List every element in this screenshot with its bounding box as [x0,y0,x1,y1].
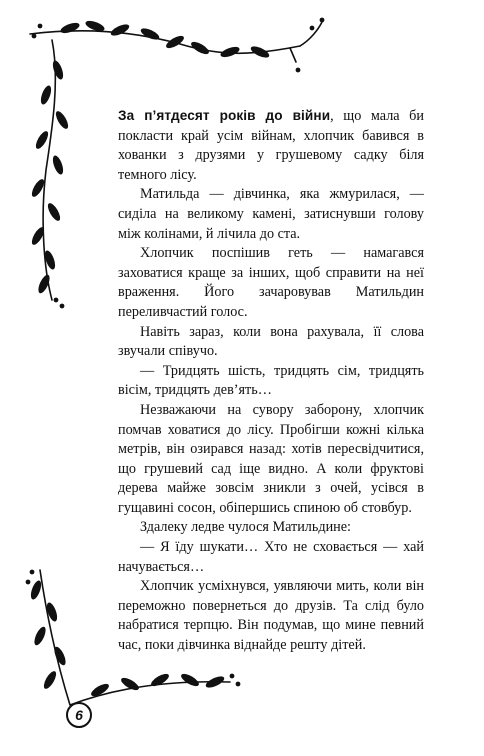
vine-berry-icon [38,24,43,29]
vine-berry-icon [30,570,35,575]
vine-leaf-icon [32,625,48,647]
paragraph-1-rest: , що мала би покласти край усім війнам, хлопчик бавився в хованки з друзями у грушевому садку біля темного лісу. [118,108,424,183]
vine-leaf-icon [164,34,185,51]
vine-berry-icon [236,682,241,687]
page-number: 6 [66,702,92,728]
vine-leaf-icon [51,59,65,81]
vine-berry-icon [230,674,235,679]
vine-berry-icon [310,26,315,31]
paragraph-8: — Я їду шукати… Хто не сховається — хай начувається… [118,539,424,575]
paragraph-3: Хлопчик поспішив геть — намагався заховатися краще за інших, щоб справити на неї враження. Його зачаровував Матильдин переливчастий голос. [118,245,424,320]
vine-berry-icon [296,68,301,73]
paragraph-1 [118,106,424,185]
vine-leaf-icon [51,154,65,176]
paragraph-9: Хлопчик усміхнувся, уявляючи мить, коли він переможно повернеться до друзів. Та слід було набратися терпцю. Він подумав, що мине певний час, поки дівчинка віднайде решту дітей. [118,578,424,654]
vine-leaf-icon [179,672,200,689]
vine-leaf-icon [42,669,59,690]
paragraph-2: Матильда — дівчинка, яка жмурилася, — сиділа на великому камені, затиснувши голову між колінами, й лічила до ста. [118,186,424,242]
paragraph-4: Навіть зараз, коли вона рахувала, її слова звучали співучо. [118,323,424,360]
vine-leaf-icon [29,579,43,601]
paragraph-5: — Тридцять шість, тридцять сім, тридцять вісім, тридцять дев’ять… [118,362,424,399]
vine-berry-icon [32,34,37,39]
story-text [118,106,424,656]
sprig-top-right [290,22,322,62]
vine-leaf-icon [219,45,241,59]
paragraph-7: Здалеку ледве чулося Матильдине: [140,519,352,536]
vine-leaf-icon [39,84,53,106]
vine-leaf-icon [54,109,71,130]
vine-leaf-icon [109,22,131,38]
vine-leaf-icon [139,26,161,42]
vine-berry-icon [320,18,325,23]
vine-berry-icon [60,304,65,309]
vine-berry-icon [26,580,31,585]
vine-leaf-icon [59,21,81,35]
vine-leaf-icon [34,129,51,150]
paragraph-6: Незважаючи на сувору заборону, хлопчик помчав ховатися до лісу. Пробігши кожні кілька метрів, він озирався назад: хотів пересвідчитися, що грушевий сад іще видно. А коли фруктові дерева майже зовсім зникли з очей, усівся в гущавині сосон, обіпершись спиною об стовбур. [118,401,424,516]
vine-berry-icon [54,298,59,303]
lead-in: За п’ятдесят років до війни [118,108,331,123]
vine-leaf-icon [46,201,63,222]
